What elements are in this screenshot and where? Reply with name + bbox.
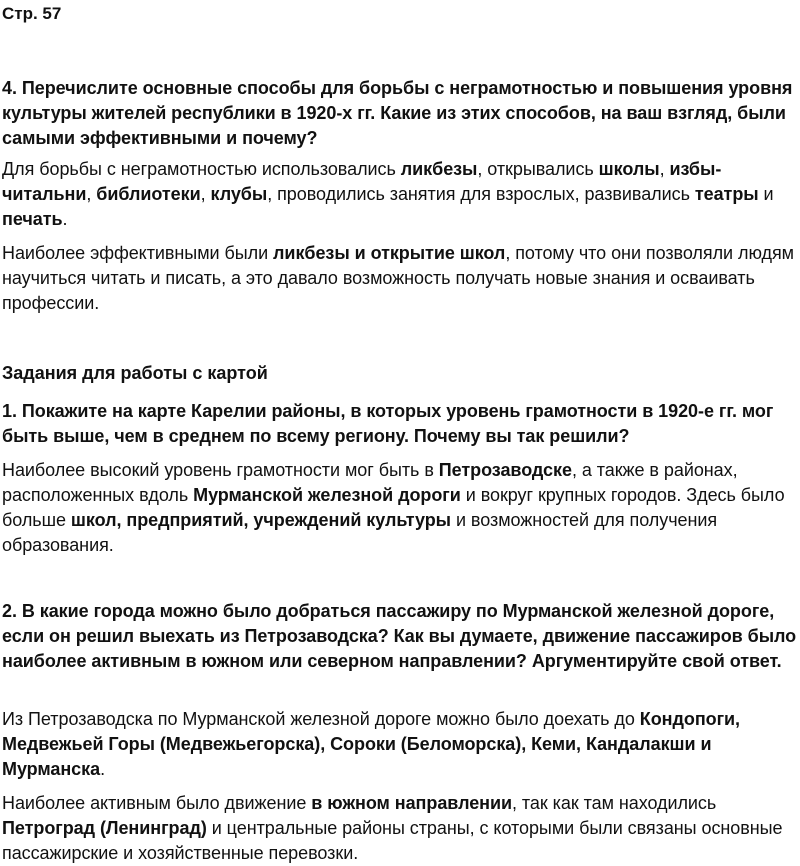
text-run: и [758, 184, 774, 204]
question-4-block [2, 76, 800, 151]
emphasized-text: в южном направлении [311, 793, 513, 813]
emphasized-text: клубы [210, 184, 268, 204]
emphasized-text: театры [694, 184, 759, 204]
answer-paragraph [2, 241, 800, 316]
emphasized-text: Кондопоги, Медвежьей Горы (Медвежьегорска), Сороки (Беломорска), Кеми, Кандалакши и Мурманска [2, 709, 741, 779]
text-run: и центральные районы страны, с которыми были связаны основные пассажирские и хозяйственные перевозки. [2, 818, 783, 863]
text-run: , [200, 184, 211, 204]
map-question-2-block [2, 599, 800, 674]
text-run: , открывались [477, 159, 599, 179]
answer-paragraph [2, 157, 800, 232]
text-run: , так как там находились [512, 793, 717, 813]
text-run: Из Петрозаводска по Мурманской железной дороге можно было доехать до [2, 709, 640, 729]
map-question-1-text: 1. Покажите на карте Карелии районы, в которых уровень грамотности в 1920-е гг. мог быть выше, чем в среднем по всему региону. Почему вы так решили? [2, 401, 774, 446]
emphasized-text: Петроград (Ленинград) [2, 818, 207, 838]
answer-paragraph [2, 707, 800, 782]
map-question-2-text: 2. В какие города можно было добраться пассажиру по Мурманской железной дороге, если он решил выехать из Петрозаводска? Как вы думаете, движение пассажиров было наиболее активным в южном или северном направлении? Аргументируйте свой ответ. [2, 601, 797, 671]
emphasized-text: ликбезы [400, 159, 478, 179]
answer-paragraph [2, 791, 800, 866]
map-question-1-block [2, 399, 800, 449]
emphasized-text: школ, предприятий, учреждений культуры [70, 510, 452, 530]
map-tasks-heading: Задания для работы с картой [2, 363, 268, 383]
text-run: , потому что они позволяли людям научиться читать и писать, а это давало возможность получать новые знания и осваивать профессии. [2, 243, 794, 313]
emphasized-text: ликбезы и открытие школ [273, 243, 506, 263]
emphasized-text: печать [2, 209, 63, 229]
emphasized-text: библиотеки [96, 184, 201, 204]
text-run: , [86, 184, 97, 204]
text-run: Наиболее эффективными были [2, 243, 274, 263]
text-run: и вокруг крупных городов. Здесь было больше [2, 485, 785, 530]
text-run: , проводились занятия для взрослых, развивались [267, 184, 695, 204]
text-run: Наиболее активным было движение [2, 793, 312, 813]
text-run: , [659, 159, 670, 179]
question-4-answer-2 [2, 241, 800, 316]
text-run: Для борьбы с неграмотностью использовались [2, 159, 401, 179]
emphasized-text: избы-читальни [2, 159, 722, 204]
page-number-label: Стр. 57 [2, 4, 62, 23]
text-run: и возможностей для получения образования. [2, 510, 718, 555]
question-4-answer-1 [2, 157, 800, 232]
emphasized-text: школы [598, 159, 660, 179]
text-run: . [62, 209, 68, 229]
map-question-2-answer-1 [2, 707, 800, 782]
question-4-text: 4. Перечислите основные способы для борьбы с неграмотностью и повышения уровня культуры жителей республики в 1920-х гг. Какие из этих способов, на ваш взгляд, были самыми эффективными и почему? [2, 78, 793, 148]
emphasized-text: Петрозаводске [438, 460, 572, 480]
emphasized-text: Мурманской железной дороги [193, 485, 461, 505]
text-run: Наиболее высокий уровень грамотности мог быть в [2, 460, 439, 480]
map-question-2-answer-2 [2, 791, 800, 866]
text-run: , а также в районах, расположенных вдоль [2, 460, 738, 505]
map-question-1-answer [2, 458, 800, 558]
text-run: . [100, 759, 106, 779]
answer-paragraph [2, 458, 800, 558]
